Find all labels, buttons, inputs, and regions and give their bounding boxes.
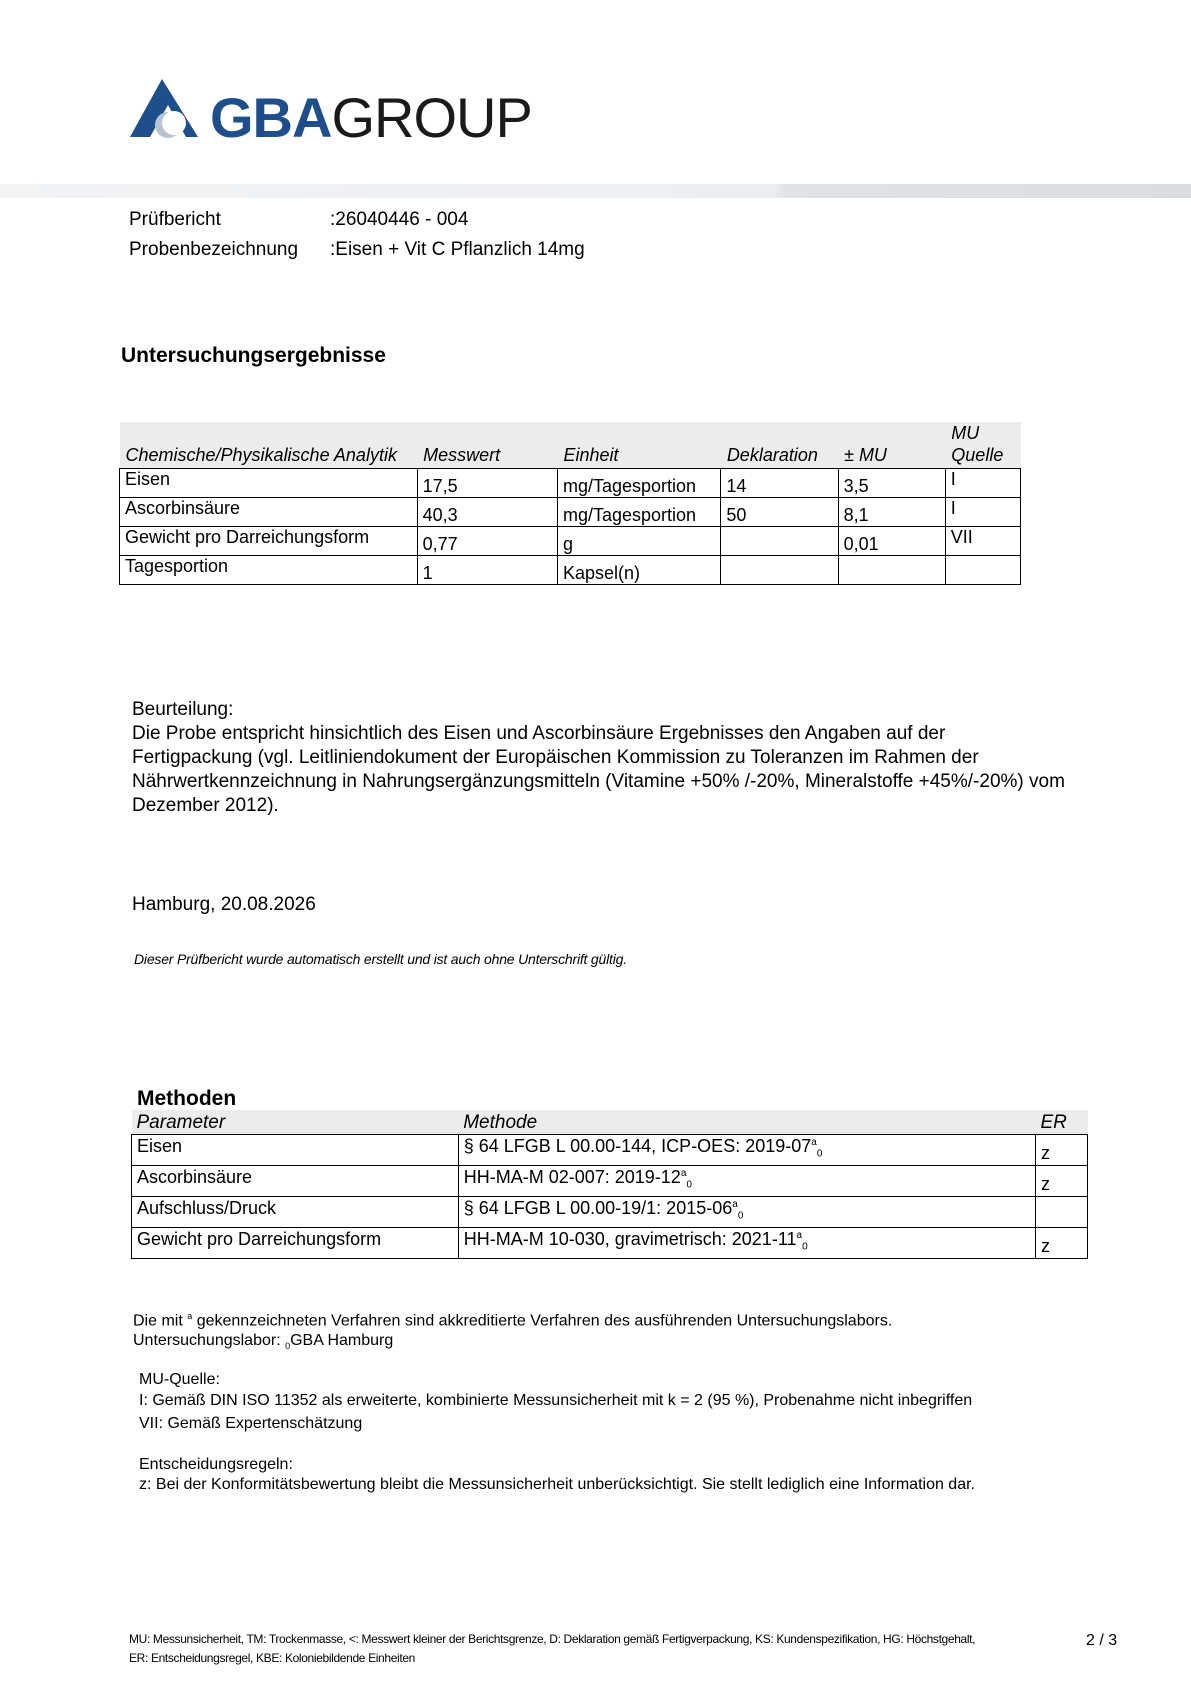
mu-source-line: VII: Gemäß Expertenschätzung (139, 1415, 363, 1432)
lab-marker: 0 (285, 1341, 291, 1352)
report-number-label: Prüfbericht (129, 209, 221, 230)
mu-source-block (139, 1370, 972, 1434)
lab-line (133, 1331, 892, 1356)
cell-er: z (1036, 1166, 1088, 1197)
cell-analysis: Tagesportion (120, 556, 418, 585)
accredited-marker: a (680, 1168, 687, 1179)
cell-parameter: Ascorbinsäure (132, 1166, 459, 1197)
cell-analysis: Gewicht pro Darreichungsform (120, 527, 418, 556)
table-row (120, 498, 1021, 527)
cell-declaration (721, 556, 838, 585)
cell-mu-source: I (945, 469, 1020, 498)
assessment-label: Beurteilung: (132, 699, 234, 720)
cell-value: 1 (417, 556, 557, 585)
svg-text:GBAGROUP: GBAGROUP (210, 86, 532, 145)
gba-logo-mark-icon (130, 75, 560, 145)
assessment-block (132, 698, 1092, 818)
table-row (132, 1228, 1088, 1259)
col-header-unit: Einheit (557, 422, 720, 469)
cell-unit: g (557, 527, 720, 556)
cell-unit: mg/Tagesportion (557, 469, 720, 498)
cell-method (458, 1166, 1035, 1197)
lab-label: Untersuchungslabor: (133, 1332, 281, 1350)
decision-rules-label: Entscheidungsregeln: (139, 1456, 293, 1473)
assessment-line: Die Probe entspricht hinsichtlich des Eisen und Ascorbinsäure Ergebnisses den Angaben auf der (132, 723, 946, 744)
accredited-marker: a (796, 1230, 803, 1241)
cell-value: 0,77 (417, 527, 557, 556)
lab-name: GBA Hamburg (290, 1332, 394, 1350)
accreditation-text: gekennzeichneten Verfahren sind akkreditierte Verfahren des ausführenden Untersuchungslabors. (196, 1312, 893, 1330)
results-title: Untersuchungsergebnisse (121, 344, 386, 367)
table-row (132, 1197, 1088, 1228)
cell-declaration: 14 (721, 469, 838, 498)
results-table (119, 422, 1021, 585)
cell-mu (838, 556, 945, 585)
decision-rules-line: z: Bei der Konformitätsbewertung bleibt die Messunsicherheit unberücksichtigt. Sie stellt lediglich eine Information dar. (139, 1476, 975, 1493)
lab-marker: 0 (737, 1210, 744, 1222)
col-header-declaration: Deklaration (721, 422, 838, 469)
cell-declaration (721, 527, 838, 556)
cell-method (458, 1228, 1035, 1259)
header-divider (0, 184, 1191, 198)
assessment-line: Dezember 2012). (132, 795, 279, 816)
table-row (120, 527, 1021, 556)
footer-line: ER: Entscheidungsregel, KBE: Koloniebildende Einheiten (129, 1651, 415, 1665)
accreditation-line (133, 1306, 892, 1331)
accredited-marker: a (187, 1311, 193, 1321)
cell-mu-source: VII (945, 527, 1020, 556)
mu-source-label: MU-Quelle: (139, 1371, 220, 1388)
col-header-mu-source: MU Quelle (945, 422, 1020, 469)
cell-er (1036, 1197, 1088, 1228)
cell-mu-source (945, 556, 1020, 585)
methods-title: Methoden (137, 1087, 237, 1110)
table-row (132, 1135, 1088, 1166)
results-header-row (120, 422, 1021, 469)
method-text: § 64 LFGB L 00.00-144, ICP-OES: 2019-07 (463, 1136, 812, 1156)
cell-mu-source: I (945, 498, 1020, 527)
cell-parameter: Gewicht pro Darreichungsform (132, 1228, 459, 1259)
method-text: HH-MA-M 02-007: 2019-12 (463, 1167, 681, 1187)
sample-name-label: Probenbezeichnung (129, 239, 299, 260)
cell-er: z (1036, 1228, 1088, 1259)
lab-marker: 0 (816, 1148, 823, 1160)
accreditation-text: Die mit (133, 1312, 183, 1330)
col-header-parameter: Parameter (132, 1110, 459, 1135)
cell-mu: 3,5 (838, 469, 945, 498)
cell-parameter: Eisen (132, 1135, 459, 1166)
table-row (132, 1166, 1088, 1197)
place-date: Hamburg, 20.08.2026 (132, 894, 316, 915)
sample-name-value: :Eisen + Vit C Pflanzlich 14mg (330, 239, 585, 260)
col-header-value: Messwert (417, 422, 557, 469)
table-row (120, 469, 1021, 498)
cell-mu: 0,01 (838, 527, 945, 556)
decision-rules-block (139, 1455, 975, 1495)
method-text: § 64 LFGB L 00.00-19/1: 2015-06 (463, 1198, 733, 1218)
accreditation-note (133, 1306, 892, 1357)
col-header-er: ER (1036, 1110, 1088, 1135)
accredited-marker: a (811, 1137, 817, 1148)
cell-value: 40,3 (417, 498, 557, 527)
col-header-method: Methode (458, 1110, 1035, 1135)
auto-generated-note: Dieser Prüfbericht wurde automatisch erstellt und ist auch ohne Unterschrift gültig. (134, 951, 627, 967)
cell-value: 17,5 (417, 469, 557, 498)
gba-group-logo (130, 75, 560, 145)
method-text: HH-MA-M 10-030, gravimetrisch: 2021-11 (463, 1229, 797, 1249)
methods-header-row (132, 1110, 1088, 1135)
methods-table (131, 1110, 1088, 1259)
lab-marker: 0 (802, 1241, 808, 1253)
cell-unit: Kapsel(n) (557, 556, 720, 585)
accredited-marker: a (732, 1199, 738, 1210)
assessment-line: Fertigpackung (vgl. Leitliniendokument der Europäischen Kommission zu Toleranzen im Rahmen der (132, 747, 979, 768)
cell-mu: 8,1 (838, 498, 945, 527)
cell-analysis: Eisen (120, 469, 418, 498)
cell-method (458, 1197, 1035, 1228)
assessment-line: Nährwertkennzeichnung in Nahrungsergänzungsmitteln (Vitamine +50% /-20%, Mineralstoffe +45%/-20%) vom (132, 771, 1065, 792)
page-number: 2 / 3 (1086, 1632, 1118, 1649)
cell-declaration: 50 (721, 498, 838, 527)
cell-er: z (1036, 1135, 1088, 1166)
footer-line: MU: Messunsicherheit, TM: Trockenmasse, <: Messwert kleiner der Berichtsgrenze, D: Deklaration gemäß Fertigverpackung, KS: Kundenspezifikation, HG: Höchstgehalt, (129, 1632, 976, 1646)
cell-parameter: Aufschluss/Druck (132, 1197, 459, 1228)
mu-source-line: I: Gemäß DIN ISO 11352 als erweiterte, kombinierte Messunsicherheit mit k = 2 (95 %), Probenahme nicht inbegriffen (139, 1392, 973, 1409)
col-header-analysis: Chemische/Physikalische Analytik (120, 422, 418, 469)
footer-abbreviations (129, 1630, 999, 1668)
table-row (120, 556, 1021, 585)
cell-unit: mg/Tagesportion (557, 498, 720, 527)
report-number-value: :26040446 - 004 (330, 209, 469, 230)
cell-method (458, 1135, 1035, 1166)
col-header-mu: ± MU (838, 422, 945, 469)
cell-analysis: Ascorbinsäure (120, 498, 418, 527)
lab-marker: 0 (686, 1179, 692, 1191)
